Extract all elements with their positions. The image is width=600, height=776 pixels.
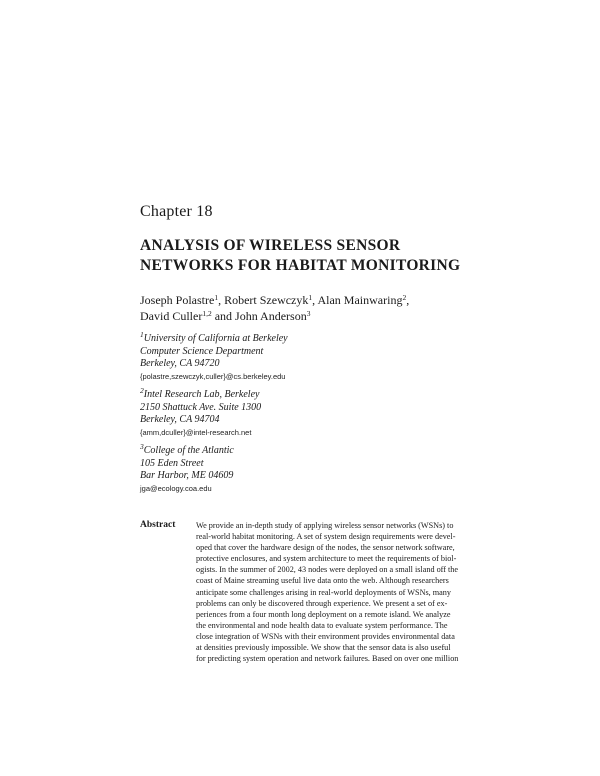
affiliation-street: 2150 Shattuck Ave. Suite 1300 (140, 401, 262, 413)
affiliation-street: 105 Eden Street (140, 457, 204, 469)
abstract-line: periences from a four month long deployment on a remote island. We analyze (196, 609, 451, 619)
abstract-line: We provide an in-depth study of applying wireless sensor networks (WSNs) to (196, 521, 454, 530)
author-name: Joseph Polastre (140, 293, 215, 307)
affiliation-mark: 2 (140, 386, 144, 395)
abstract-line: ogists. In the summer of 2002, 43 nodes were deployed on a small island off the (196, 565, 459, 575)
abstract-line: close integration of WSNs with their environment provides environmental data (196, 631, 455, 641)
affiliation-1 (140, 330, 440, 383)
abstract-label: Abstract (140, 520, 176, 530)
affiliation-mark: 1 (140, 330, 144, 339)
abstract-line: coast of Maine streaming useful live data onto the web. Although researchers (196, 576, 449, 586)
abstract-line: protective enclosures, and system architecture to meet the requirements of biol- (196, 554, 457, 564)
author-affiliation-mark: 3 (306, 308, 311, 318)
author-line-1 (140, 293, 520, 309)
abstract-line: anticipate some challenges arising in real-world deployments of WSNs, many (196, 587, 451, 597)
abstract-body (196, 520, 490, 664)
affiliation-2 (140, 386, 440, 439)
abstract-line: the environmental and node health data to evaluate system performance. The (196, 620, 448, 630)
author-name: David Culler (140, 308, 203, 323)
author-name: Robert Szewczyk (224, 293, 309, 307)
affiliation-email: {polastre,szewczyk,culler}@cs.berkeley.edu (140, 371, 286, 381)
author-affiliation-mark: 1,2 (202, 308, 212, 318)
title-line-1: ANALYSIS OF WIRELESS SENSOR (140, 237, 401, 254)
author-line-2 (140, 309, 520, 325)
affiliation-institution: University of California at Berkeley (143, 333, 288, 344)
affiliation-address: Berkeley, CA 94704 (140, 414, 220, 425)
abstract-line: for predicting system operation and network failures. Based on over one million (196, 654, 459, 664)
abstract-line: real-world habitat monitoring. A set of system design requirements were devel- (196, 532, 456, 542)
affiliation-mark: 3 (140, 442, 144, 451)
affiliation-department: Computer Science Department (140, 345, 264, 357)
affiliation-address: Berkeley, CA 94720 (140, 358, 220, 369)
affiliation-institution: Intel Research Lab, Berkeley (143, 389, 260, 400)
author-name: Alan Mainwaring (317, 293, 403, 307)
author-separator: , (218, 293, 225, 307)
affiliation-email: jga@ecology.coa.edu (140, 483, 212, 493)
abstract-line: at densities previously impossible. We show that the sensor data is also useful (196, 643, 451, 653)
author-affiliation-mark: 2 (402, 293, 407, 302)
chapter-heading: Chapter 18 (140, 203, 213, 220)
affiliation-3 (140, 442, 440, 495)
paper-title (140, 236, 540, 276)
author-name: John Anderson (235, 308, 307, 323)
abstract-line: oped that cover the hardware design of the nodes, the sensor network software, (196, 543, 455, 553)
author-separator: , (312, 293, 318, 307)
abstract-line: problems can only be discovered through experience. We present a set of ex- (196, 598, 448, 608)
author-affiliation-mark: 1 (308, 293, 313, 302)
author-separator: and (211, 308, 236, 323)
affiliation-address: Bar Harbor, ME 04609 (140, 470, 234, 481)
author-list (140, 293, 520, 324)
author-separator: , (406, 293, 410, 307)
author-affiliation-mark: 1 (214, 293, 219, 302)
affiliation-email: {amm,dculler}@intel-research.net (140, 427, 252, 437)
affiliation-institution: College of the Atlantic (143, 445, 234, 456)
title-line-2: NETWORKS FOR HABITAT MONITORING (140, 257, 461, 274)
